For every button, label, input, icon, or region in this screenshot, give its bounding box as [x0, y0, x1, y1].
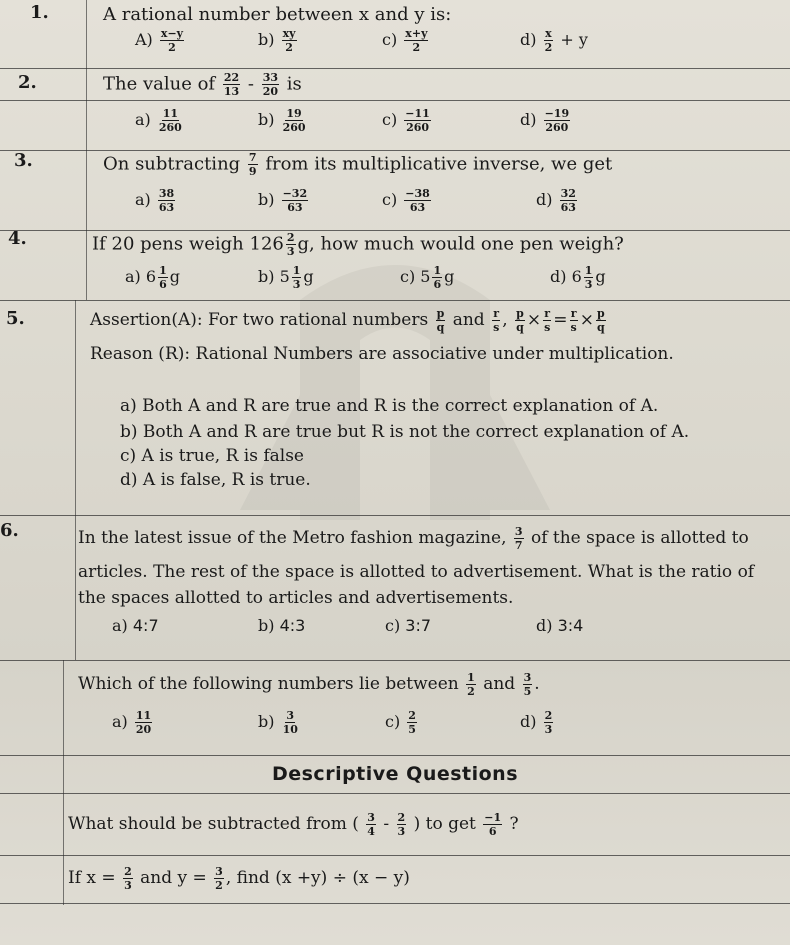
reason: Reason (R): Rational Numbers are associative under multiplication.: [90, 344, 674, 364]
question-number: 2.: [18, 72, 37, 93]
divider: [0, 660, 790, 661]
descriptive-question-1: What should be subtracted from ( $\frac{3}{4}$ - $\frac{2}{3}$ ) to get $\frac{-1}{6}$ ?: [68, 811, 519, 838]
descriptive-question-2: If x = $\frac{2}{3}$ and y = $\frac{3}{2}$ , find (x +y) ÷ (x − y): [68, 865, 410, 892]
divider: [0, 100, 790, 101]
column-divider: [75, 300, 76, 660]
option-d: d) $\frac{32}{63}$: [536, 187, 576, 214]
divider: [0, 903, 790, 904]
choice-b: b) Both A and R are true but R is not the correct explanation of A.: [120, 422, 690, 442]
choice-d: d) A is false, R is true.: [120, 470, 311, 490]
question-stem: The value of $\frac{22}{13}$ - $\frac{33}{20}$ is: [103, 71, 302, 98]
question-number: 5.: [6, 308, 25, 329]
divider: [0, 755, 790, 756]
divider: [0, 515, 790, 516]
question-number: 6.: [0, 520, 19, 541]
option-d: d) $\frac{x}{2}$ + y: [520, 27, 588, 54]
choice-a: a) Both A and R are true and R is the correct explanation of A.: [120, 396, 659, 416]
option-d: d) $\frac{2}{3}$: [520, 709, 553, 736]
question-stem: On subtracting $\frac{7}{9}$ from its multiplicative inverse, we get: [103, 151, 613, 178]
option-c: c) 3:7: [385, 616, 432, 635]
question-number: 4.: [8, 228, 27, 249]
option-a: A) $\frac{x-y}{2}$: [135, 27, 184, 54]
divider: [0, 150, 790, 151]
option-c: c) $\frac{x+y}{2}$: [382, 27, 428, 54]
option-d: d) 6 $\frac{1}{3}$ g: [550, 264, 606, 291]
divider: [0, 855, 790, 856]
option-a: a) 6 $\frac{1}{6}$ g: [125, 264, 180, 291]
option-c: c) $\frac{-11}{260}$: [382, 107, 430, 134]
question-stem: A rational number between x and y is:: [103, 4, 452, 25]
option-b: b) $\frac{19}{260}$: [258, 107, 306, 134]
question-stem-line2: articles. The rest of the space is allotted to advertisement. What is the ratio of: [78, 562, 755, 582]
option-c: c) 5 $\frac{1}{6}$ g: [400, 264, 455, 291]
option-b: b) $\frac{-32}{63}$: [258, 187, 308, 214]
option-a: a) $\frac{11}{20}$: [112, 709, 152, 736]
option-b: b) 5 $\frac{1}{3}$ g: [258, 264, 314, 291]
divider: [0, 300, 790, 301]
option-c: c) $\frac{2}{5}$: [385, 709, 416, 736]
question-stem: If 20 pens weigh 126 $\frac{2}{3}$ g, how much would one pen weigh?: [92, 231, 624, 258]
question-stem: In the latest issue of the Metro fashion magazine, $\frac{3}{7}$ of the space is allotted to: [78, 525, 749, 552]
option-b: b) $\frac{3}{10}$: [258, 709, 298, 736]
option-c: c) $\frac{-38}{63}$: [382, 187, 430, 214]
assertion: Assertion(A): For two rational numbers $\frac{p}{q}$ and $\frac{r}{s}$ , $\frac{p}{q}$ × $\frac{r}{s}$ = $\frac{r}{s}$ × $\frac{p}{q}$: [90, 307, 605, 334]
column-divider: [86, 0, 87, 300]
option-a: a) $\frac{11}{260}$: [135, 107, 182, 134]
option-a: a) $\frac{38}{63}$: [135, 187, 175, 214]
question-stem-line3: the spaces allotted to articles and advertisements.: [78, 588, 514, 608]
question-number: 3.: [14, 150, 33, 171]
option-a: a) 4:7: [112, 616, 159, 635]
divider: [0, 68, 790, 69]
choice-c: c) A is true, R is false: [120, 446, 304, 466]
question-stem: Which of the following numbers lie between $\frac{1}{2}$ and $\frac{3}{5}$ .: [78, 671, 540, 698]
option-d: d) 3:4: [536, 616, 584, 635]
section-title: Descriptive Questions: [271, 763, 519, 785]
option-b: b) $\frac{xy}{2}$: [258, 27, 296, 54]
divider: [0, 793, 790, 794]
divider: [0, 230, 790, 231]
option-b: b) 4:3: [258, 616, 306, 635]
question-number: 1.: [30, 2, 49, 23]
option-d: d) $\frac{-19}{260}$: [520, 107, 570, 134]
